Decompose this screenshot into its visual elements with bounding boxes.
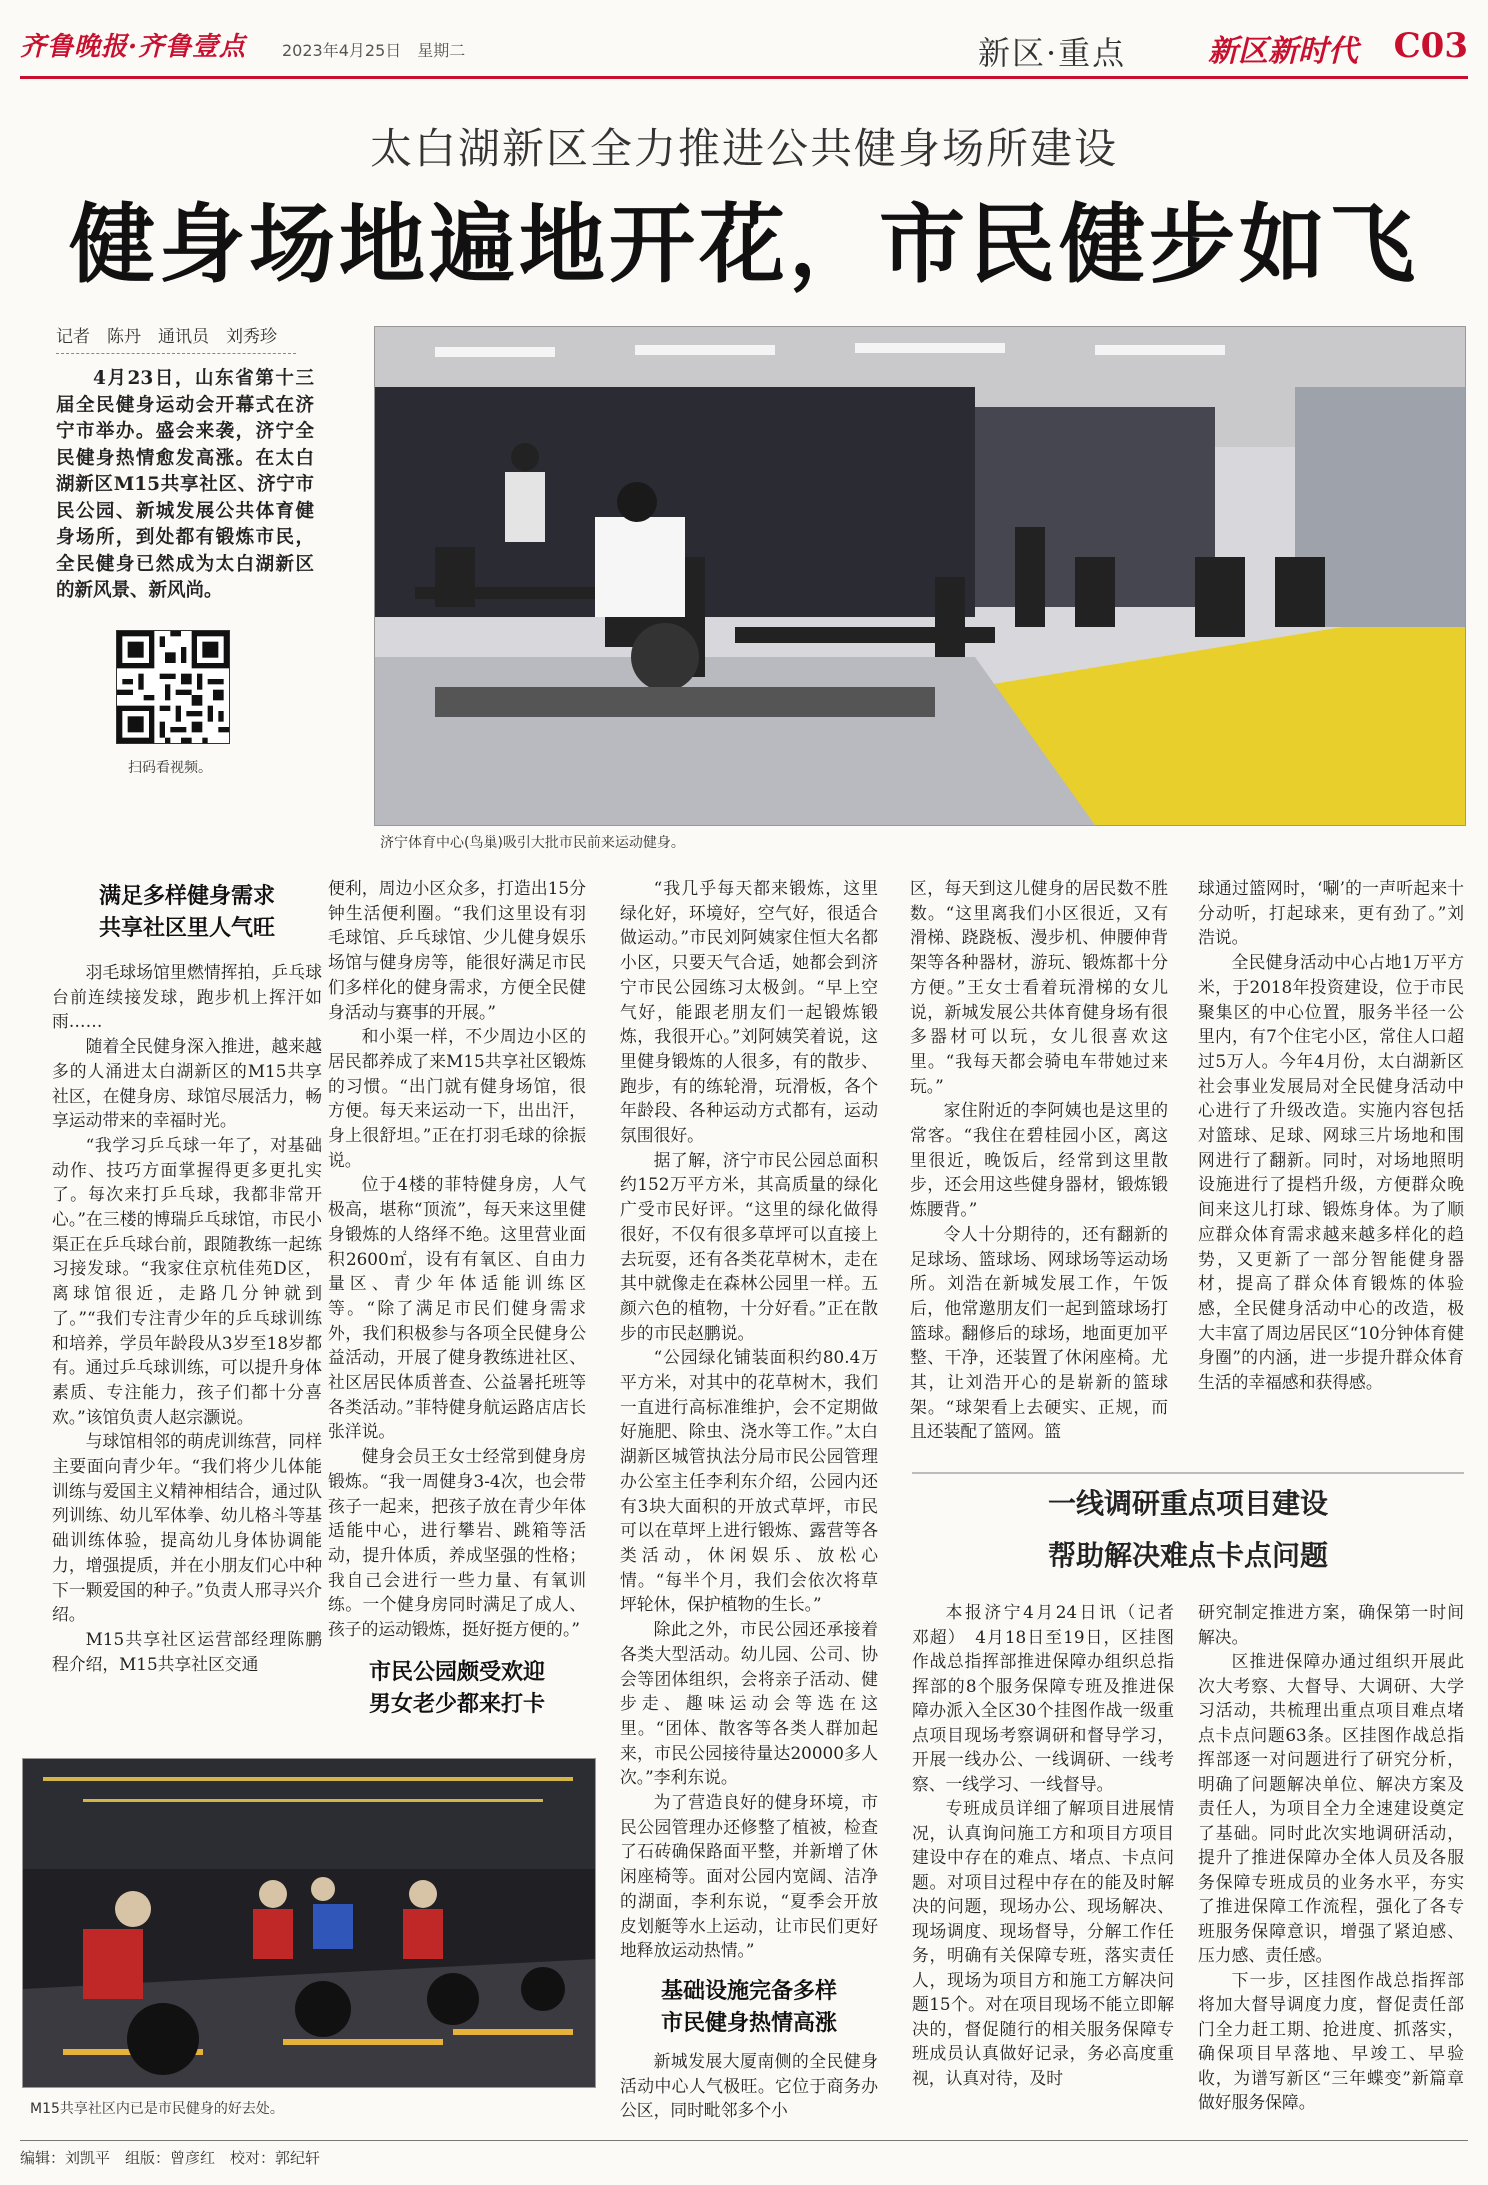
paragraph: 研究制定推进方案，确保第一时间解决。 xyxy=(1198,1602,1464,1647)
paragraph: 和小渠一样，不少周边小区的居民都养成了来M15共享社区锻炼的习惯。“出门就有健身场馆，很方便。每天来运动一下，出出汗，身上很舒坦。”正在打羽毛球的徐振说。 xyxy=(328,1026,586,1170)
subhead-3: 基础设施完备多样 市民健身热情高涨 xyxy=(660,1977,837,2036)
issue-date: 2023年4月25日 星期二 xyxy=(282,41,466,60)
paragraph: 全民健身活动中心占地1万平方米，于2018年投资建设，位于市民聚集区的中心位置，服务半径一公里内，有7个住宅小区，常住人口超过5万人。今年4月份，太白湖新区社会事业发展局对全民健身活动中心进行了升级改造。实施内容包括对篮球、足球、网球三片场地和围网进行了翻新。同时，对场地照明设施进行了提档升级，方便群众晚间来这儿打球、锻炼身体。为了顺应群众体育需求越来越多样化的趋势，又更新了一部分智能健身器材，提高了群众体育锻炼的体验感，全民健身活动中心的改造，极大丰富了周边居民区“10分钟体育健身圈”的内涵，进一步提升群众体育生活的幸福感和获得感。 xyxy=(1198,952,1464,1393)
editor-credits: 编辑：刘凯平 组版：曾彦红 校对：郭纪轩 xyxy=(20,2140,1468,2168)
article-column-5 xyxy=(1198,876,1464,1395)
paragraph: 随着全民健身深入推进，越来越多的人涌进太白湖新区的M15共享社区，在健身房、球馆尽展活力，畅享运动带来的幸福时光。 xyxy=(52,1036,322,1131)
article-column-1 xyxy=(52,880,322,1676)
article-column-2 xyxy=(328,876,586,1720)
newspaper-logo: 齐鲁晚报·齐鲁壹点 xyxy=(20,32,247,62)
article-column-4 xyxy=(910,876,1168,1444)
spin-class-caption: M15共享社区内已是市民健身的好去处。 xyxy=(30,2101,284,2117)
paragraph: 家住附近的李阿姨也是这里的常客。“我住在碧桂园小区，离这里很近，晚饭后，经常到这里散步，还会用这些健身器材，锻炼锻炼腰背。” xyxy=(910,1100,1168,1220)
paragraph: 除此之外，市民公园还承接着各类大型活动。幼儿园、公司、协会等团体组织，会将亲子活动、健步走、趣味运动会等选在这里。“团体、散客等各类人群加起来，市民公园接待量达20000多人次。”李利东说。 xyxy=(620,1619,878,1788)
paragraph: 令人十分期待的，还有翻新的足球场、篮球场、网球场等运动场所。刘浩在新城发展工作，午饭后，他常邀朋友们一起到篮球场打篮球。翻修后的球场，地面更加平整、干净，还装置了休闲座椅。尤其，让刘浩开心的是崭新的篮球架。“球架看上去硬实、正规，而且还装配了篮网。篮 xyxy=(910,1223,1168,1442)
article-column-3 xyxy=(620,876,878,2123)
supplement-logo: 新区新时代 xyxy=(1208,34,1358,69)
paragraph: 球通过篮网时，‘唰’的一声听起来十分动听，打起球来，更有劲了。”刘浩说。 xyxy=(1198,878,1464,948)
article2-column-2 xyxy=(1198,1600,1464,2115)
paragraph: 本报济宁4月24日讯（记者 邓超） 4月18日至19日，区挂图作战总指挥部推进保障办组织总指挥部的8个服务保障专班及推进保障办派入全区30个挂图作战一级重点项目现场考察调研和督导学习，开展一线办公、一线调研、一线考察、一线学习、一线督导。 xyxy=(912,1602,1191,1794)
qr-code[interactable] xyxy=(116,630,230,744)
article2-headline: 一线调研重点项目建设 帮助解决难点卡点问题 xyxy=(912,1472,1464,1582)
paragraph: 健身会员王女士经常到健身房锻炼。“我一周健身3-4次，也会带孩子一起来，把孩子放在青少年体适能中心，进行攀岩、跳箱等活动，提升体质，养成坚强的性格；我自己会进行一些力量、有氧训练。一个健身房同时满足了成人、孩子的运动锻炼，挺好挺方便的。” xyxy=(328,1446,586,1640)
page-number: C03 xyxy=(1393,26,1468,66)
section-title: 新区·重点 xyxy=(978,34,1127,72)
byline: 记者 陈丹 通讯员 刘秀珍 xyxy=(56,322,296,354)
article-kicker: 太白湖新区全力推进公共健身场所建设 xyxy=(369,124,1118,173)
paragraph: 区，每天到这儿健身的居民数不胜数。“这里离我们小区很近，又有滑梯、跷跷板、漫步机、伸腰伸背架等各种器材，游玩、锻炼都十分方便。”王女士看着玩滑梯的女儿说，新城发展公共体育健身场有很多器材可以玩，女儿很喜欢这里。“我每天都会骑电车带她过来玩。” xyxy=(910,878,1168,1096)
subhead-1: 满足多样健身需求 共享社区里人气旺 xyxy=(98,883,275,941)
lead-paragraph: 4月23日，山东省第十三届全民健身运动会开幕式在济宁市举办。盛会来袭，济宁全民健身热情愈发高涨。在太白湖新区M15共享社区、济宁市民公园、新城发展公共体育健身场所，到处都有锻炼市民，全民健身已然成为太白湖新区的新风景、新风尚。 xyxy=(56,368,314,601)
paragraph: “我学习乒乓球一年了，对基础动作、技巧方面掌握得更多更扎实了。每次来打乒乓球，我都非常开心。”在三楼的博瑞乒乓球馆，市民小渠正在乒乓球台前，跟随教练一起练习接发球。“我家住京杭佳苑D区，离球馆很近，走路几分钟就到了。”“我们专注青少年的乒乓球训练和培养，学员年龄段从3岁至18岁都有。通过乒乓球训练，可以提升身体素质、专注能力，孩子们都十分喜欢。”该馆负责人赵宗灏说。 xyxy=(52,1134,322,1427)
qr-code-icon xyxy=(117,631,229,743)
spin-class-photo xyxy=(22,1758,596,2088)
paragraph: 羽毛球场馆里燃情挥拍，乒乓球台前连续接发球，跑步机上挥汗如雨…… xyxy=(52,962,322,1032)
paragraph: 新城发展大厦南侧的全民健身活动中心人气极旺。它位于商务办公区，同时毗邻多个小 xyxy=(620,2050,878,2121)
paragraph: 便利，周边小区众多，打造出15分钟生活便利圈。“我们这里设有羽毛球馆、乒乓球馆、少儿健身娱乐场馆与健身房等，能很好满足市民们多样化的健身需求，方便全民健身活动与赛事的开展。” xyxy=(328,878,586,1022)
paragraph: “公园绿化铺装面积约80.4万平方米，对其中的花草树木，我们一直进行高标准维护，会不定期做好施肥、除虫、浇水等工作。”太白湖新区城管执法分局市民公园管理办公室主任李利东介绍，公园内还有3块大面积的开放式草坪，市民可以在草坪上进行锻炼、露营等各类活动，休闲娱乐、放松心情。“每半个月，我们会依次将草坪轮休，保护植物的生长。” xyxy=(620,1347,878,1615)
gym-photo-caption: 济宁体育中心(鸟巢)吸引大批市民前来运动健身。 xyxy=(380,835,685,851)
paragraph: 专班成员详细了解项目进展情况，认真询问施工方和项目方项目建设中存在的难点、堵点、卡点问题。对项目过程中存在的能及时解决的问题，现场办公、现场解决、现场调度、现场督导，分解工作任务，明确有关保障专班，落实责任人，现场为项目方和施工方解决问题15个。对在项目现场不能立即解决的，督促随行的相关服务保障专班成员认真做好记录，务必高度重视，认真对待，及时 xyxy=(912,1798,1174,2088)
qr-caption: 扫码看视频。 xyxy=(128,760,212,776)
article2-column-1 xyxy=(912,1600,1191,2090)
article-headline: 健身场地遍地开花，市民健步如飞 xyxy=(69,194,1419,295)
paragraph: “我几乎每天都来锻炼，这里绿化好，环境好，空气好，很适合做运动。”市民刘阿姨家住恒大名都小区，只要天气合适，她都会到济宁市民公园练习太极剑。“早上空气好，能跟老朋友们一起锻炼锻炼，我很开心。”刘阿姨笑着说，这里健身锻炼的人很多，有的散步、跑步，有的练轮滑，玩滑板，各个年龄段、各种运动方式都有，运动氛围很好。 xyxy=(620,878,878,1146)
paragraph: 为了营造良好的健身环境，市民公园管理办还修整了植被，检查了石砖确保路面平整，并新增了休闲座椅等。面对公园内宽阔、洁净的湖面，李利东说，“夏季会开放皮划艇等水上运动，让市民们更好地释放运动热情。” xyxy=(620,1792,878,1961)
paragraph: 位于4楼的菲特健身房，人气极高，堪称“顶流”，每天来这里健身锻炼的人络绎不绝。这里营业面积2600㎡，设有有氧区、自由力量区、青少年体适能训练区等。“除了满足市民们健身需求外，我们积极参与各项全民健身公益活动，开展了健身教练进社区、社区居民体质普查、公益暑托班等各类活动。”菲特健身航运路店店长张洋说。 xyxy=(328,1174,586,1442)
gym-photo xyxy=(374,326,1466,826)
paragraph: 下一步，区挂图作战总指挥部将加大督导调度力度，督促责任部门全力赶工期、抢进度、抓落实，确保项目早落地、早竣工、早验收，为谱写新区“三年蝶变”新篇章做好服务保障。 xyxy=(1198,1969,1464,2112)
masthead xyxy=(20,20,1468,79)
paragraph: 区推进保障办通过组织开展此次大考察、大督导、大调研、大学习活动，共梳理出重点项目难点堵点卡点问题63条。区挂图作战总指挥部逐一对问题进行了研究分析，明确了问题解决单位、解决方案及责任人，为项目全力全速建设奠定了基础。同时此次实地调研活动，提升了推进保障办全体人员及各服务保障专班成员的业务水平，夯实了推进保障工作流程，强化了各专班服务保障意识，增强了紧迫感、压力感、责任感。 xyxy=(1198,1651,1464,1965)
paragraph: M15共享社区运营部经理陈鹏程介绍，M15共享社区交通 xyxy=(52,1628,322,1674)
subhead-2: 市民公园颇受欢迎 男女老少都来打卡 xyxy=(368,1658,545,1717)
paragraph: 据了解，济宁市民公园总面积约152万平方米，其高质量的绿化广受市民好评。“这里的绿化做得很好，不仅有很多草坪可以直接上去玩耍，还有各类花草树木，走在其中就像走在森林公园里一样。五颜六色的植物，十分好看。”正在散步的市民赵鹏说。 xyxy=(620,1149,878,1343)
paragraph: 与球馆相邻的萌虎训练营，同样主要面向青少年。“我们将少儿体能训练与爱国主义精神相结合，通过队列训练、幼儿军体拳、幼儿格斗等基础训练体验，提高幼儿身体协调能力，增强提质，并在小朋友们心中种下一颗爱国的种子。”负责人邢寻兴介绍。 xyxy=(52,1431,322,1625)
